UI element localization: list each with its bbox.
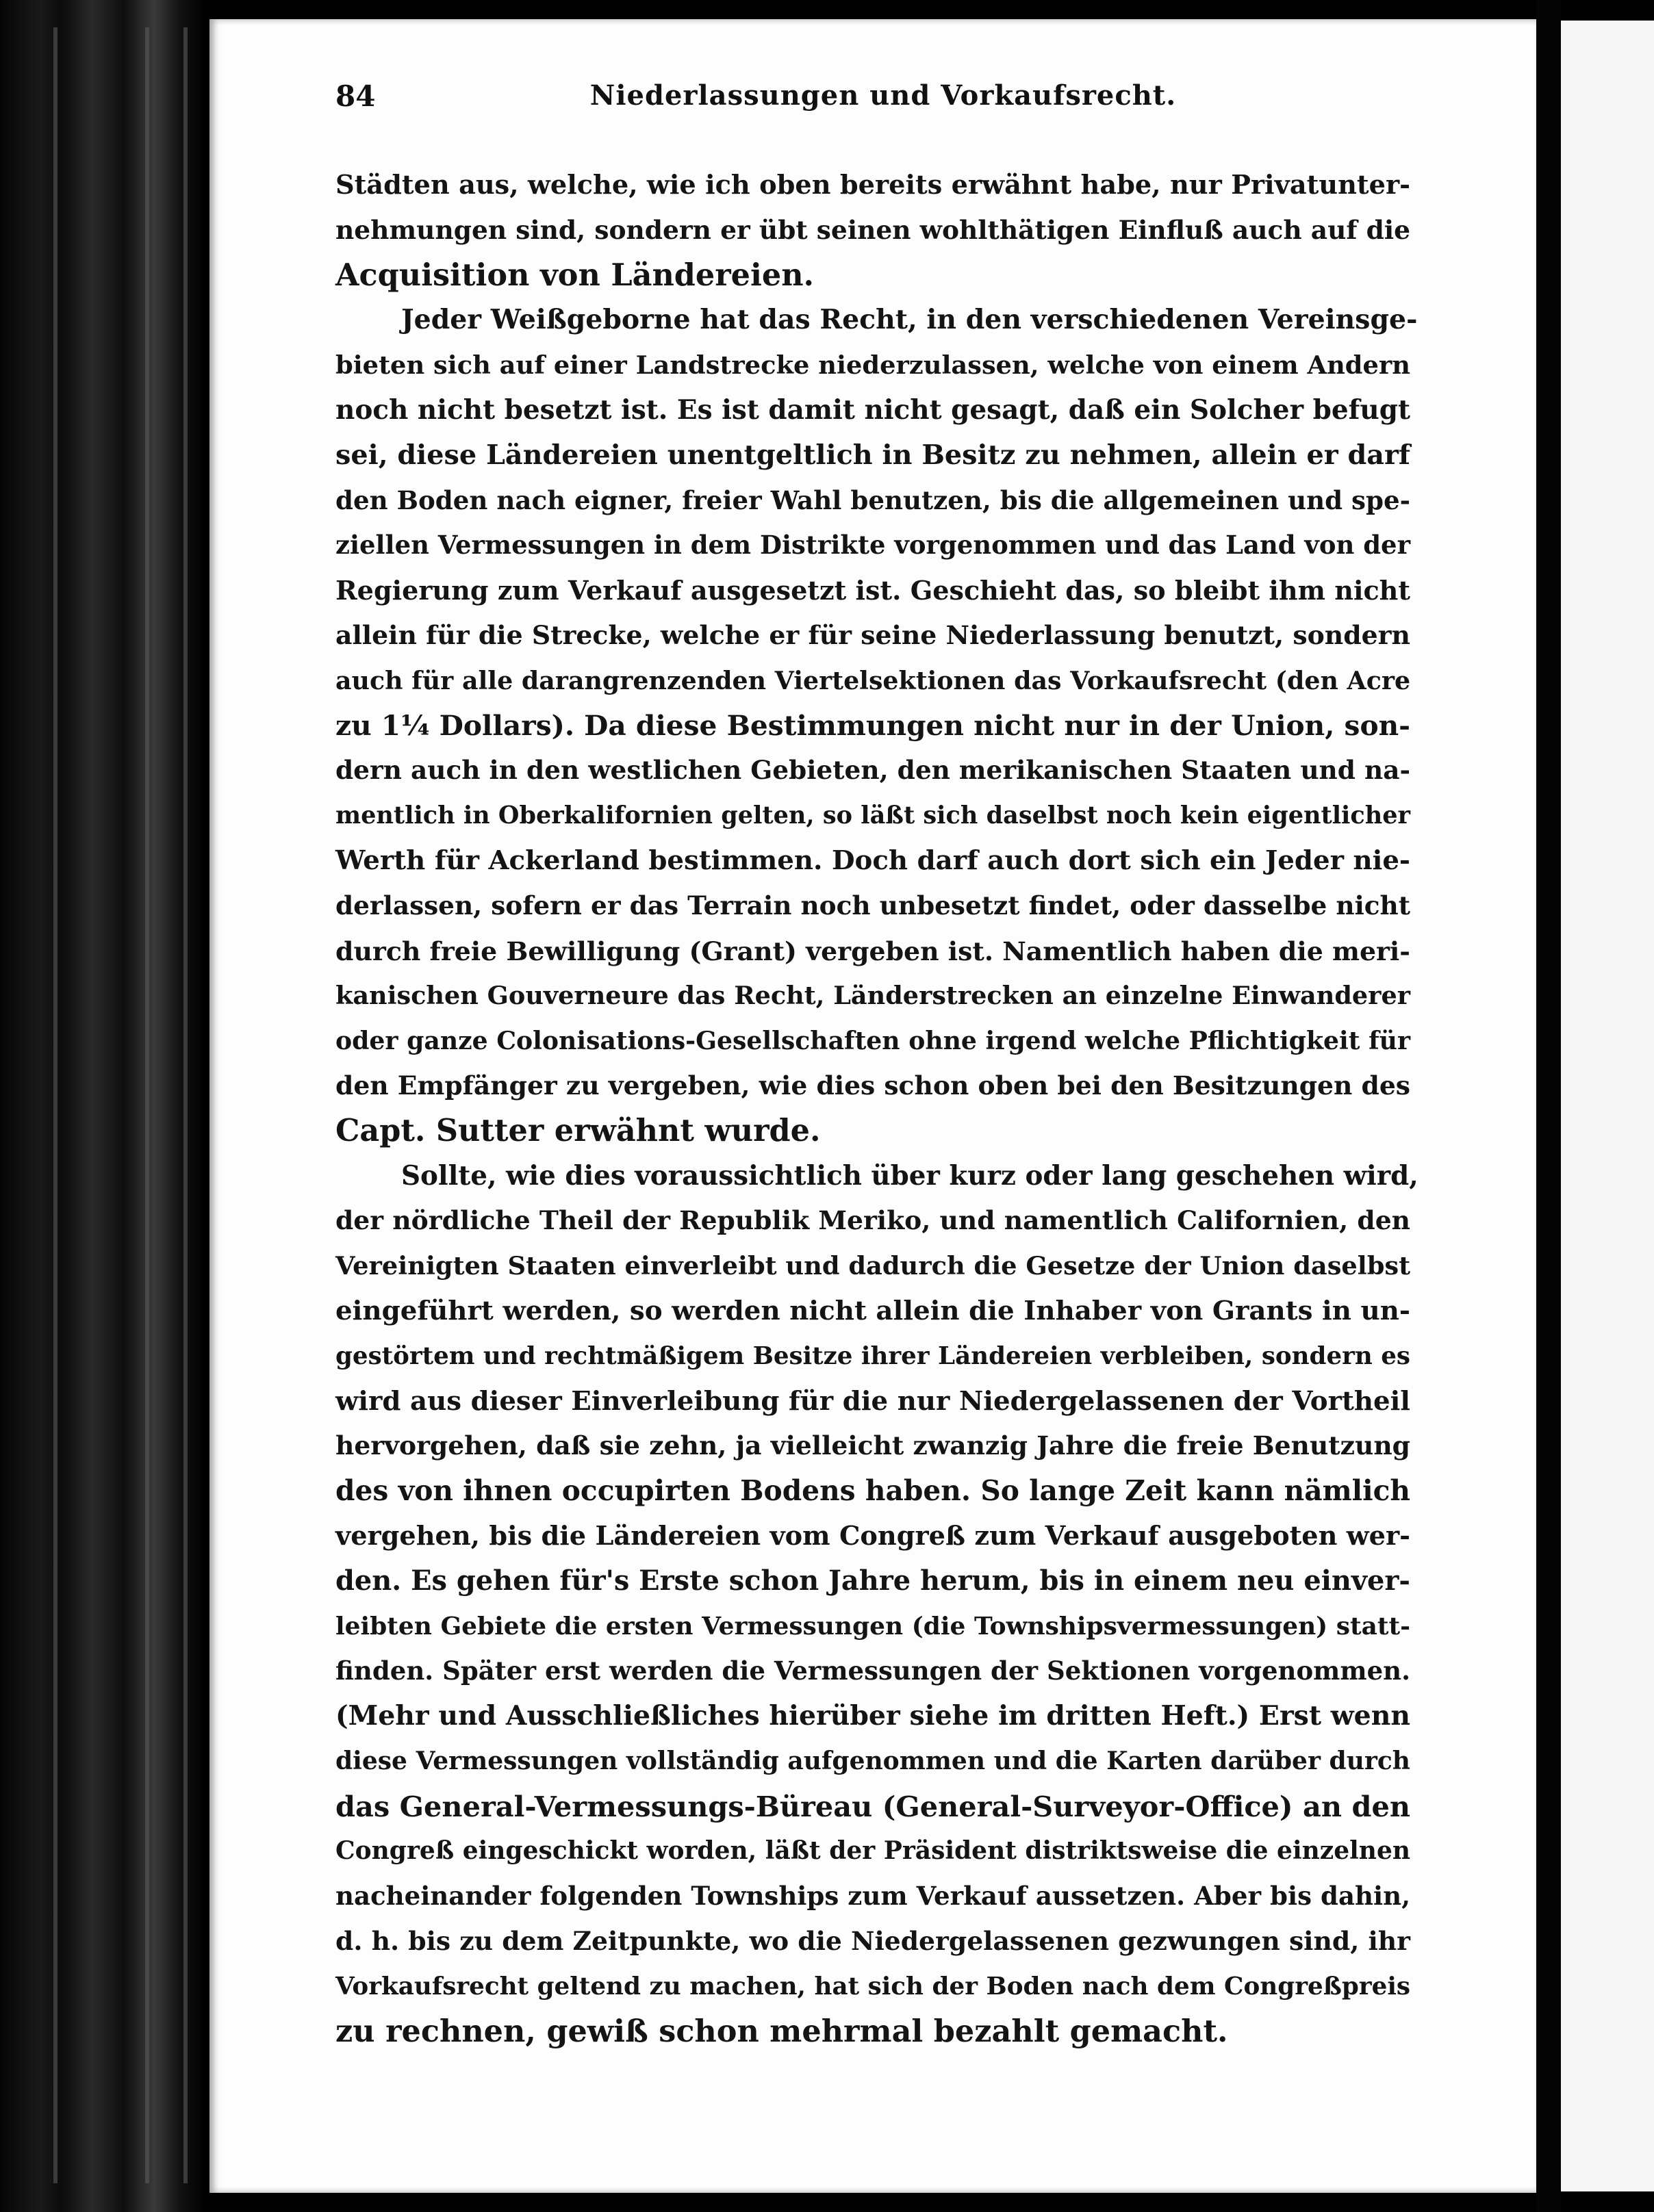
text-line: d. h. bis zu dem Zeitpunkte, wo die Niedergelassenen gezwungen sind, ihr <box>335 1926 1410 1957</box>
running-title: Niederlassungen und Vorkaufsrecht. <box>589 79 1177 112</box>
text-line: eingeführt werden, so werden nicht allein die Inhaber von Grants in un- <box>335 1295 1410 1326</box>
text-line: derlassen, sofern er das Terrain noch unbesetzt findet, oder dasselbe nicht <box>335 890 1410 921</box>
text-line: Sollte, wie dies voraussichtlich über kurz oder lang geschehen wird, <box>401 1160 1418 1192</box>
text-line: ziellen Vermessungen in dem Distrikte vorgenommen und das Land von der <box>335 530 1411 561</box>
text-line: allein für die Strecke, welche er für seine Niederlassung benutzt, sondern <box>335 619 1410 650</box>
book-binding-left <box>0 0 205 2212</box>
paragraph <box>335 1154 1418 2055</box>
text-line: wird aus dieser Einverleibung für die nur Niedergelassenen der Vortheil <box>335 1385 1410 1417</box>
body-text <box>335 163 1418 2054</box>
text-line: vergehen, bis die Ländereien vom Congreß zum Verkauf ausgeboten wer- <box>335 1520 1410 1552</box>
binding-edge <box>53 27 58 2183</box>
text-line: oder ganze Colonisations-Gesellschaften ohne irgend welche Pflichtigkeit für <box>335 1026 1410 1056</box>
binding-edge <box>145 27 149 2183</box>
text-line: durch freie Bewilligung (Grant) vergeben ist. Namentlich haben die meri- <box>335 935 1410 966</box>
text-line: zu rechnen, gewiß schon mehrmal bezahlt gemacht. <box>335 2013 1228 2049</box>
facing-page-edge <box>1561 21 1654 2191</box>
text-line: nacheinander folgenden Townships zum Verkauf aussetzen. Aber bis dahin, <box>335 1881 1410 1912</box>
text-line: Werth für Ackerland bestimmen. Doch darf auch dort sich ein Jeder nie- <box>335 845 1410 876</box>
text-line: kanischen Gouverneure das Recht, Länderstrecken an einzelne Einwanderer <box>335 981 1410 1011</box>
text-line: Capt. Sutter erwähnt wurde. <box>335 1112 821 1148</box>
paragraph <box>335 163 1410 298</box>
text-line: hervorgehen, daß sie zehn, ja vielleicht zwanzig Jahre die freie Benutzung <box>335 1430 1410 1461</box>
text-line: den. Es gehen für's Erste schon Jahre herum, bis in einem neu einver- <box>335 1565 1410 1597</box>
text-line: mentlich in Oberkalifornien gelten, so läßt sich daselbst noch kein eigentlicher <box>335 801 1410 830</box>
text-line: bieten sich auf einer Landstrecke niederzulassen, welche von einem Andern <box>335 350 1410 381</box>
page-number: 84 <box>335 79 376 113</box>
text-line: finden. Später erst werden die Vermessungen der Sektionen vorgenommen. <box>335 1656 1410 1686</box>
text-line: des von ihnen occupirten Bodens haben. So lange Zeit kann nämlich <box>335 1474 1410 1508</box>
text-line: nehmungen sind, sondern er übt seinen wohlthätigen Einfluß auch auf die <box>335 214 1410 245</box>
text-line: leibten Gebiete die ersten Vermessungen (die Townshipsvermessungen) statt- <box>335 1611 1410 1641</box>
text-line: das General-Vermessungs-Büreau (General-Surveyor-Office) an den <box>335 1789 1410 1823</box>
text-line: zu 1¼ Dollars). Da diese Bestimmungen nicht nur in der Union, son- <box>335 708 1410 742</box>
text-line: Acquisition von Ländereien. <box>335 257 815 293</box>
text-line: diese Vermessungen vollständig aufgenommen und die Karten darüber durch <box>335 1746 1410 1775</box>
text-line: Regierung zum Verkauf ausgesetzt ist. Geschieht das, so bleibt ihm nicht <box>335 575 1410 606</box>
text-line: dern auch in den westlichen Gebieten, den merikanischen Staaten und na- <box>335 755 1410 786</box>
text-line: Congreß eingeschickt worden, läßt der Präsident distriktsweise die einzelnen <box>335 1836 1410 1866</box>
text-line: auch für alle darangrenzenden Viertelsektionen das Vorkaufsrecht (den Acre <box>335 665 1411 695</box>
text-line: den Boden nach eigner, freier Wahl benutzen, bis die allgemeinen und spe- <box>335 485 1410 515</box>
text-line: Jeder Weißgeborne hat das Recht, in den verschiedenen Vereinsge- <box>401 304 1418 336</box>
text-line: Vereinigten Staaten einverleibt und dadurch die Gesetze der Union daselbst <box>335 1250 1411 1281</box>
paragraph <box>335 298 1418 1153</box>
page-gutter <box>1536 0 1561 2212</box>
text-line: den Empfänger zu vergeben, wie dies schon oben bei den Besitzungen des <box>335 1070 1410 1101</box>
text-line: (Mehr und Ausschließliches hierüber siehe im dritten Heft.) Erst wenn <box>335 1700 1410 1732</box>
running-head <box>335 79 1431 127</box>
text-line: der nördliche Theil der Republik Meriko, und namentlich Californien, den <box>335 1205 1410 1236</box>
binding-edge <box>183 27 188 2183</box>
text-line: Städten aus, welche, wie ich oben bereits erwähnt habe, nur Privatunter- <box>335 170 1410 201</box>
text-line: Vorkaufsrecht geltend zu machen, hat sich der Boden nach dem Congreßpreis <box>335 1971 1410 2001</box>
text-line: sei, diese Ländereien unentgeltlich in Besitz zu nehmen, allein er darf <box>335 439 1410 471</box>
text-line: noch nicht besetzt ist. Es ist damit nicht gesagt, daß ein Solcher befugt <box>335 394 1410 426</box>
text-line: gestörtem und rechtmäßigem Besitze ihrer Ländereien verbleiben, sondern es <box>335 1341 1410 1370</box>
